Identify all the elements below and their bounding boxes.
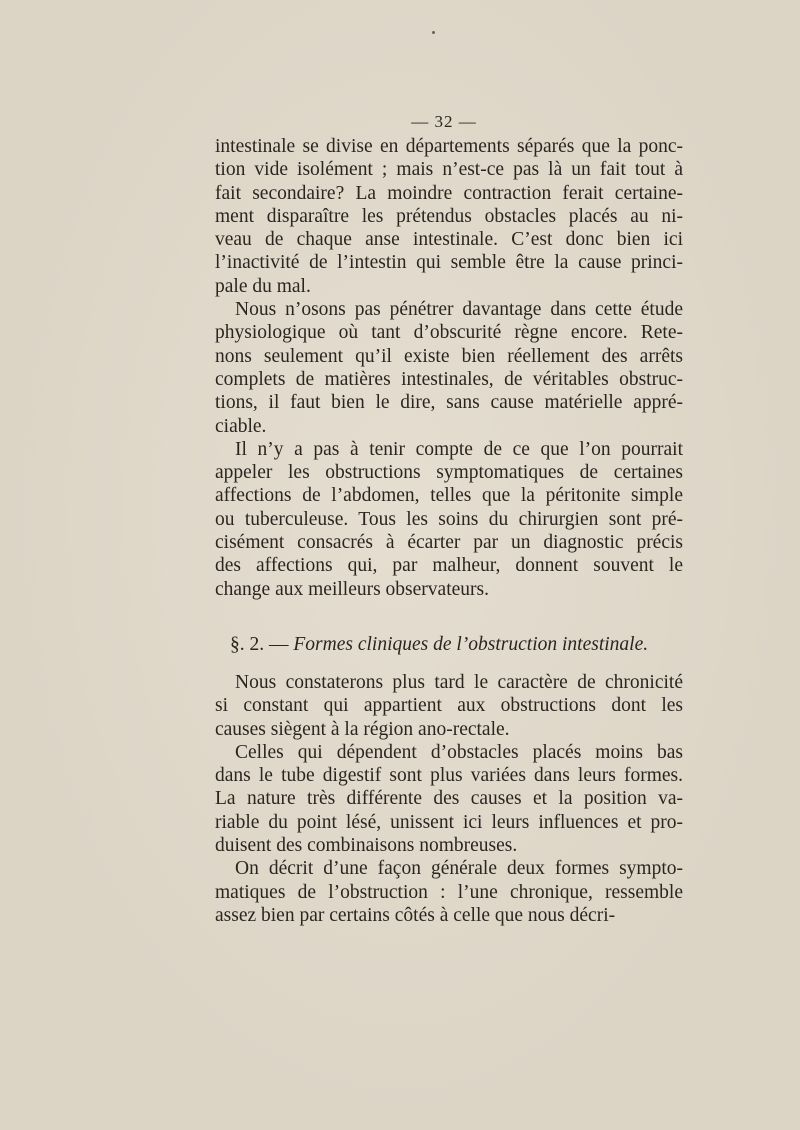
text-line: assez bien par certains côtés à celle que nous décri- — [215, 904, 616, 926]
paragraph — [215, 857, 683, 927]
section-number: §. 2. — — [230, 634, 289, 655]
text-line: ment disparaître les prétendus obstacles placés au ni- — [215, 205, 683, 227]
text-line: duisent des combinaisons nombreuses. — [215, 835, 518, 857]
text-line: veau de chaque anse intestinale. C’est donc bien ici — [215, 229, 683, 251]
text-line: ou tuberculeuse. Tous les soins du chirurgien sont pré- — [215, 508, 683, 530]
text-line: La nature très différente des causes et la position va- — [215, 788, 683, 810]
text-line: tion vide isolément ; mais n’est-ce pas là un fait tout à — [215, 159, 683, 181]
text-line: cisément consacrés à écarter par un diagnostic précis — [215, 532, 683, 554]
paragraph — [215, 298, 683, 438]
text-line: change aux meilleurs observateurs. — [215, 578, 489, 600]
text-line: tions, il faut bien le dire, sans cause matérielle appré- — [215, 392, 683, 414]
text-line: nons seulement qu’il existe bien réellement des arrêts — [215, 345, 683, 367]
text-line: causes siègent à la région ano-rectale. — [215, 718, 510, 740]
section-heading — [230, 634, 690, 656]
text-line: On décrit d’une façon générale deux formes sympto- — [235, 858, 683, 880]
text-line: pale du mal. — [215, 275, 311, 297]
text-line: Celles qui dépendent d’obstacles placés moins bas — [235, 741, 683, 763]
body-text-lower — [215, 671, 683, 927]
text-line: Nous n’osons pas pénétrer davantage dans cette étude — [235, 299, 683, 321]
text-line: intestinale se divise en départements séparés que la ponc- — [215, 136, 683, 157]
text-line: l’inactivité de l’intestin qui semble être la cause princi- — [215, 252, 683, 274]
section-title: Formes cliniques de l’obstruction intestinale. — [293, 634, 649, 655]
text-line: affections de l’abdomen, telles que la péritonite simple — [215, 485, 683, 507]
text-line: Il n’y a pas à tenir compte de ce que l’on pourrait — [235, 438, 683, 460]
paper-speck — [432, 31, 435, 34]
text-line: appeler les obstructions symptomatiques de certaines — [215, 462, 683, 484]
text-line: riable du point lésé, unissent ici leurs influences et pro- — [215, 811, 683, 833]
text-line: ciable. — [215, 415, 267, 437]
paragraph — [215, 135, 683, 298]
text-line: dans le tube digestif sont plus variées dans leurs formes. — [215, 765, 683, 787]
paragraph — [215, 438, 683, 601]
paragraph — [215, 741, 683, 857]
text-line: physiologique où tant d’obscurité règne encore. Rete- — [215, 322, 683, 344]
text-line: des affections qui, par malheur, donnent souvent le — [215, 555, 683, 577]
paragraph — [215, 671, 683, 741]
page-number: — 32 — — [411, 112, 477, 131]
text-line: fait secondaire? La moindre contraction ferait certaine- — [215, 182, 683, 204]
text-line: Nous constaterons plus tard le caractère de chronicité — [235, 672, 683, 693]
text-line: si constant qui appartient aux obstructions dont les — [215, 695, 683, 717]
text-line: matiques de l’obstruction : l’une chronique, ressemble — [215, 881, 683, 903]
text-line: complets de matières intestinales, de véritables obstruc- — [215, 368, 683, 390]
body-text-upper — [215, 135, 683, 601]
